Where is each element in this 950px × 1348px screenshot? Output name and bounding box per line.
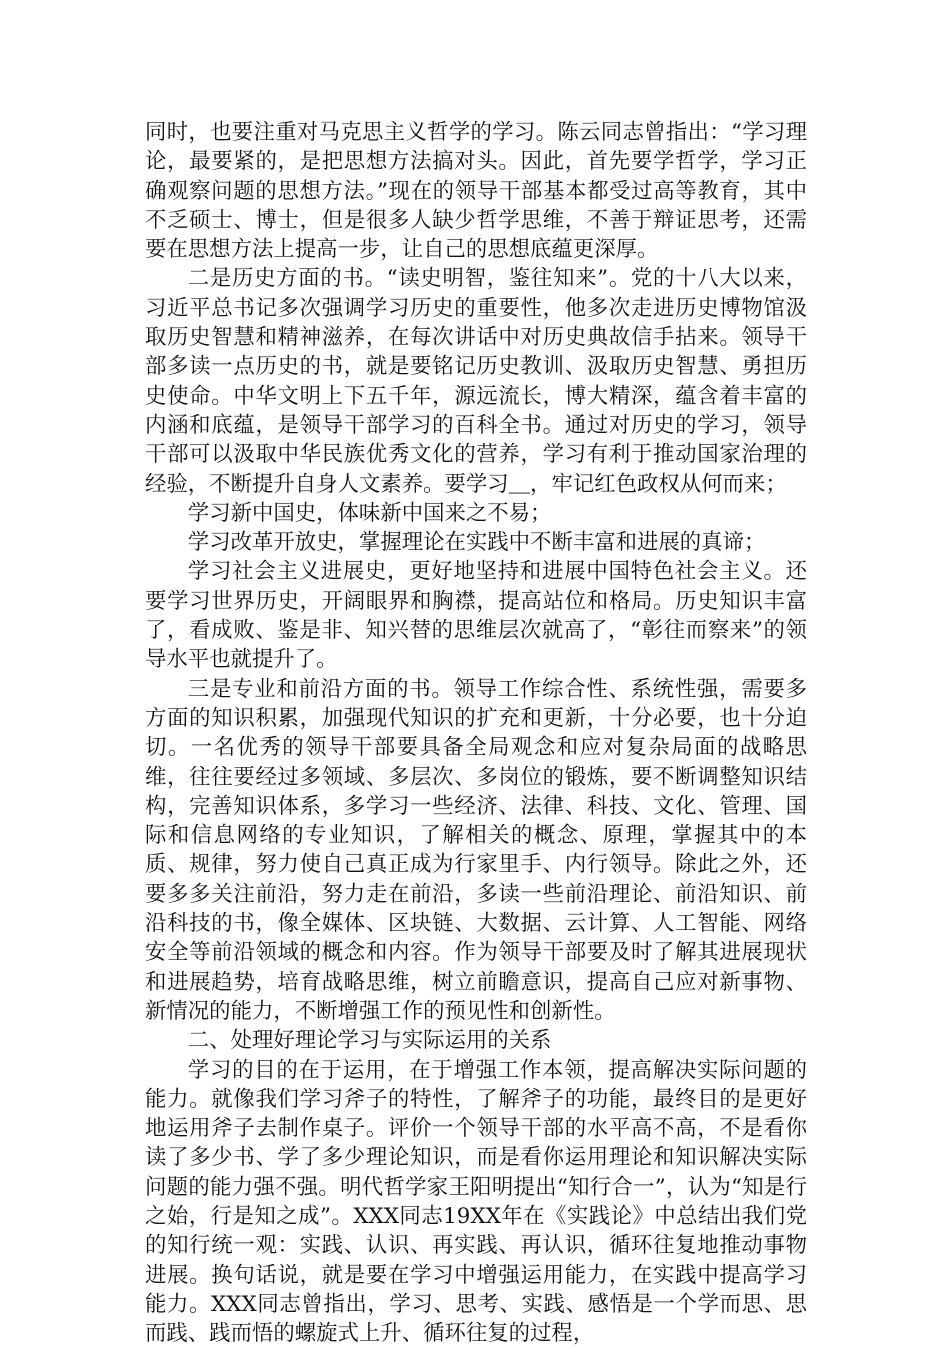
document-page bbox=[145, 118, 807, 1348]
paragraph-philosophy-continued: 同时，也要注重对马克思主义哲学的学习。陈云同志曾指出：“学习理论，最要紧的，是把思想方法搞对头。因此，首先要学哲学，学习正确观察问题的思想方法。”现在的领导干部基本都受过高等教育，其中不乏硕士、博士，但是很多人缺少哲学思维，不善于辩证思考，还需要在思想方法上提高一步，让自己的思想底蕴更深厚。 bbox=[145, 118, 807, 264]
paragraph-new-china-history: 学习新中国史，体味新中国来之不易； bbox=[145, 499, 807, 528]
section-heading: 二、处理好理论学习与实际运用的关系 bbox=[145, 1026, 807, 1055]
paragraph-history-books: 二是历史方面的书。“读史明智，鉴往知来”。党的十八大以来，习近平总书记多次强调学习历史的重要性，他多次走进历史博物馆汲取历史智慧和精神滋养，在每次讲话中对历史典故信手拈来。领导干部多读一点历史的书，就是要铭记历史教训、汲取历史智慧、勇担历史使命。中华文明上下五千年，源远流长，博大精深，蕴含着丰富的内涵和底蕴，是领导干部学习的百科全书。通过对历史的学习，领导干部可以汲取中华民族优秀文化的营养，学习有利于推动国家治理的经验，不断提升自身人文素养。要学习＿，牢记红色政权从何而来； bbox=[145, 264, 807, 498]
paragraph-theory-practice: 学习的目的在于运用，在于增强工作本领，提高解决实际问题的能力。就像我们学习斧子的特性，了解斧子的功能，最终目的是更好地运用斧子去制作桌子。评价一个领导干部的水平高不高，不是看你读了多少书、学了多少理论知识，而是看你运用理论和知识解决实际问题的能力强不强。明代哲学家王阳明提出“知行合一”，认为“知是行之始，行是知之成”。XXX同志19XX年在《实践论》中总结出我们党的知行统一观：实践、认识、再实践、再认识，循环往复地推动事物进展。换句话说，就是要在学习中增强运用能力，在实践中提高学习能力。XXX同志曾指出，学习、思考、实践、感悟是一个学而思、思而践、践而悟的螺旋式上升、循环往复的过程， bbox=[145, 1056, 807, 1348]
paragraph-reform-history: 学习改革开放史，掌握理论在实践中不断丰富和进展的真谛； bbox=[145, 528, 807, 557]
paragraph-professional-books: 三是专业和前沿方面的书。领导工作综合性、系统性强，需要多方面的知识积累，加强现代知识的扩充和更新，十分必要，也十分迫切。一名优秀的领导干部要具备全局观念和应对复杂局面的战略思维，往往要经过多领域、多层次、多岗位的锻炼，要不断调整知识结构，完善知识体系，多学习一些经济、法律、科技、文化、管理、国际和信息网络的专业知识，了解相关的概念、原理，掌握其中的本质、规律，努力使自己真正成为行家里手、内行领导。除此之外，还要多多关注前沿，努力走在前沿，多读一些前沿理论、前沿知识、前沿科技的书，像全媒体、区块链、大数据、云计算、人工智能、网络安全等前沿领域的概念和内容。作为领导干部要及时了解其进展现状和进展趋势，培育战略思维，树立前瞻意识，提高自己应对新事物、新情况的能力，不断增强工作的预见性和创新性。 bbox=[145, 675, 807, 1027]
paragraph-socialism-history: 学习社会主义进展史，更好地坚持和进展中国特色社会主义。还要学习世界历史，开阔眼界和胸襟，提高站位和格局。历史知识丰富了，看成败、鉴是非、知兴替的思维层次就高了，“彰往而察来”的领导水平也就提升了。 bbox=[145, 557, 807, 674]
